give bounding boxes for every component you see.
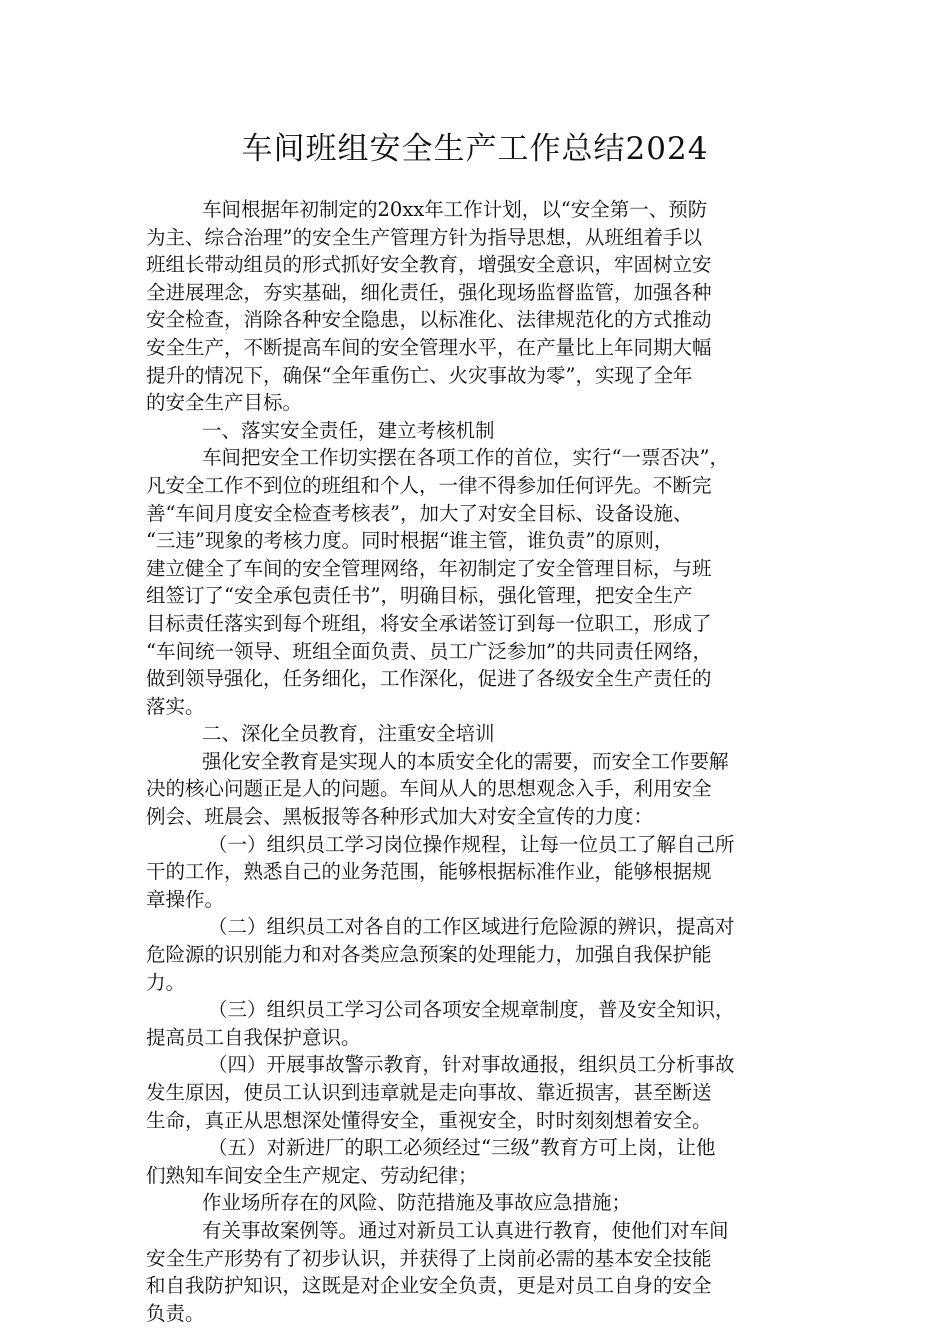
body-line: 做到领导强化，任务细化，工作深化，促进了各级安全生产责任的 <box>146 667 712 691</box>
body-line: 干的工作，熟悉自己的业务范围，能够根据标准作业，能够根据规 <box>146 860 712 884</box>
body-line: 目标责任落实到每个班组，将安全承诺签订到每一位职工，形成了 <box>146 611 712 635</box>
body-line: 车间把安全工作切实摆在各项工作的首位，实行“一票否决”， <box>202 446 729 470</box>
body-line: 生命，真正从思想深处懂得安全，重视安全，时时刻刻想着安全。 <box>146 1108 712 1132</box>
body-line: 凡安全工作不到位的班组和个人，一律不得参加任何评先。不断完 <box>146 473 712 497</box>
body-line: 危险源的识别能力和对各类应急预案的处理能力，加强自我保护能 <box>146 943 712 967</box>
body-line: 为主、综合治理”的安全生产管理方针为指导思想，从班组着手以 <box>146 225 702 249</box>
body-line: 安全生产形势有了初步认识，并获得了上岗前必需的基本安全技能 <box>146 1246 712 1270</box>
body-line: 的安全生产目标。 <box>146 391 303 415</box>
body-line: 们熟知车间安全生产规定、劳动纪律； <box>146 1163 478 1187</box>
document-title: 车间班组安全生产工作总结2024 <box>241 131 709 167</box>
body-line: 发生原因，使员工认识到违章就是走向事故、靠近损害，甚至断送 <box>146 1081 712 1104</box>
body-line: “三违”现象的考核力度。同时根据“谁主管，谁负责”的原则， <box>146 529 674 553</box>
body-line: 章操作。 <box>146 887 225 911</box>
section-heading-2: 二、深化全员教育，注重安全培训 <box>202 722 495 746</box>
body-line: 班组长带动组员的形式抓好安全教育，增强安全意识，牢固树立安 <box>146 253 712 277</box>
body-line: 和自我防护知识，这既是对企业安全负责，更是对员工自身的安全 <box>146 1274 712 1298</box>
body-line: 落实。 <box>146 694 205 718</box>
body-line: 决的核心问题正是人的问题。车间从人的思想观念入手，利用安全 <box>146 777 712 801</box>
list-item-3: （三）组织员工学习公司各项安全规章制度，普及安全知识， <box>208 998 735 1022</box>
document-body <box>146 196 808 1327</box>
body-line: 有关事故案例等。通过对新员工认真进行教育，使他们对车间 <box>202 1218 729 1242</box>
body-line: 强化安全教育是实现人的本质安全化的需要，而安全工作要解 <box>202 749 729 773</box>
body-line: 善“车间月度安全检查考核表”，加大了对安全目标、设备设施、 <box>146 501 693 525</box>
list-item-1: （一）组织员工学习岗位操作规程，让每一位员工了解自己所 <box>208 832 735 856</box>
body-line: 提升的情况下，确保“全年重伤亡、火灾事故为零”，实现了全年 <box>146 363 693 387</box>
list-item-2: （二）组织员工对各自的工作区域进行危险源的辨识，提高对 <box>208 915 735 939</box>
body-line: 作业场所存在的风险、防范措施及事故应急措施； <box>202 1191 632 1215</box>
body-line: “车间统一领导、班组全面负责、员工广泛参加”的共同责任网络， <box>146 639 712 663</box>
body-line: 力。 <box>146 970 186 994</box>
body-line: 建立健全了车间的安全管理网络，年初制定了安全管理目标，与班 <box>146 556 712 580</box>
body-line: 全进展理念，夯实基础，细化责任，强化现场监督监管，加强各种 <box>146 280 712 304</box>
body-line: 车间根据年初制定的20xx年工作计划，以“安全第一、预防 <box>202 198 708 221</box>
body-line: 负责。 <box>146 1301 205 1325</box>
section-heading-1: 一、落实安全责任，建立考核机制 <box>202 418 495 442</box>
list-item-5: （五）对新进厂的职工必须经过“三级”教育方可上岗，让他 <box>208 1136 716 1160</box>
body-line: 安全生产，不断提高车间的安全管理水平，在产量比上年同期大幅 <box>146 335 712 359</box>
list-item-4: （四）开展事故警示教育，针对事故通报，组织员工分析事故 <box>208 1053 735 1077</box>
body-line: 组签订了“安全承包责任书”，明确目标，强化管理，把安全生产 <box>146 584 693 608</box>
body-line: 例会、班晨会、黑板报等各种形式加大对安全宣传的力度： <box>146 805 654 829</box>
body-line: 提高员工自我保护意识。 <box>146 1025 361 1049</box>
body-line: 安全检查，消除各种安全隐患，以标准化、法律规范化的方式推动 <box>146 308 712 332</box>
